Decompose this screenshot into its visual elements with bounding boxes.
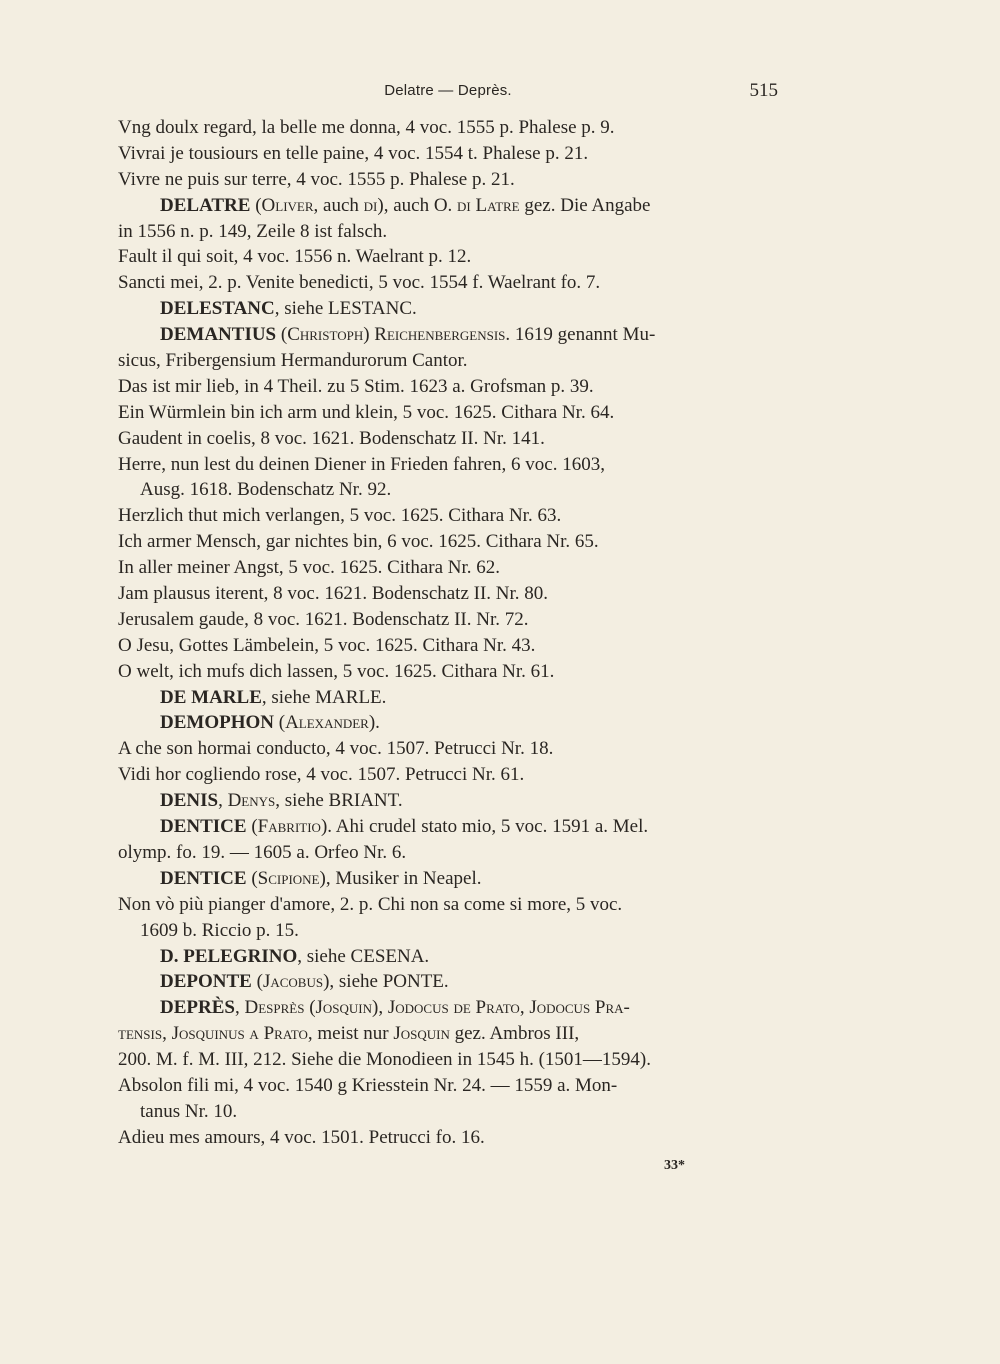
- line-text: (: [251, 971, 263, 993]
- line-text: , siehe LESTANC.: [274, 298, 417, 320]
- line-text: Fault il qui soit, 4 voc. 1556 n. Waelrant p. 12.: [118, 246, 472, 268]
- line-text: ), auch O.: [377, 194, 458, 216]
- text-line: [118, 1125, 778, 1151]
- line-text: O welt, ich mufs dich lassen, 5 voc. 1625. Cithara Nr. 61.: [118, 660, 555, 682]
- line-text: ).: [368, 712, 380, 734]
- small-caps-text: Desprès: [244, 997, 305, 1019]
- text-line: [118, 633, 778, 659]
- small-caps-text: Josquinus a Prato: [171, 1023, 308, 1045]
- entry-name: DELATRE: [160, 194, 251, 216]
- small-caps-text: Alexander: [285, 712, 369, 734]
- line-text: (: [274, 712, 286, 734]
- text-line: [118, 659, 778, 685]
- text-line: [118, 115, 778, 141]
- entry-name: D. PELEGRINO: [160, 945, 298, 967]
- text-line: [118, 555, 778, 581]
- text-line: [118, 969, 778, 995]
- text-line: [118, 477, 778, 503]
- text-line: [118, 788, 778, 814]
- line-text: Vivrai je tousiours en telle paine, 4 voc. 1554 t. Phalese p. 21.: [118, 142, 589, 164]
- small-caps-text: Denys: [227, 790, 276, 812]
- small-caps-text: Scipione: [257, 867, 320, 889]
- line-text: In aller meiner Angst, 5 voc. 1625. Cithara Nr. 62.: [118, 557, 501, 579]
- book-page: [118, 78, 778, 1151]
- small-caps-text: Josquin: [393, 1023, 450, 1045]
- line-text: sicus, Fribergensium Hermandurorum Cantor.: [118, 350, 468, 372]
- entry-name: DE MARLE: [160, 686, 262, 708]
- small-caps-text: Christoph: [287, 324, 364, 346]
- line-text: Non vò più pianger d'amore, 2. p. Chi non sa come si more, 5 voc.: [118, 893, 623, 915]
- line-text: Herre, nun lest du deinen Diener in Frieden fahren, 6 voc. 1603,: [118, 453, 605, 475]
- line-text: Ausg. 1618. Bodenschatz Nr. 92.: [140, 479, 392, 501]
- line-text: , meist nur: [307, 1023, 394, 1045]
- line-text: Vidi hor cogliendo rose, 4 voc. 1507. Petrucci Nr. 61.: [118, 764, 525, 786]
- line-text: ,: [218, 790, 228, 812]
- entry-name: DEPRÈS: [160, 997, 235, 1019]
- line-text: , auch: [313, 194, 364, 216]
- text-line: [118, 452, 778, 478]
- line-text: ,: [234, 997, 245, 1019]
- small-caps-text: tensis: [118, 1023, 163, 1045]
- entry-name: DEMANTIUS: [160, 324, 277, 346]
- entry-name: DEMOPHON: [160, 712, 274, 734]
- text-line: [118, 529, 778, 555]
- page-number: 515: [749, 80, 778, 101]
- line-text: gez. Die Angabe: [519, 194, 651, 216]
- line-text: Vng doulx regard, la belle me donna, 4 voc. 1555 p. Phalese p. 9.: [118, 117, 615, 138]
- text-line: [118, 219, 778, 245]
- small-caps-text: Reichenbergensis: [374, 324, 506, 346]
- text-line: [118, 710, 778, 736]
- line-text: olymp. fo. 19. — 1605 a. Orfeo Nr. 6.: [118, 841, 407, 863]
- small-caps-text: Jodocus de Prato: [387, 997, 520, 1019]
- running-header: [118, 78, 778, 108]
- line-text: ): [363, 324, 375, 346]
- text-line: [118, 400, 778, 426]
- entry-name: DENIS: [160, 790, 219, 812]
- small-caps-text: di Latre: [457, 194, 520, 216]
- printer-signature: 33*: [664, 1158, 685, 1173]
- line-text: . 1619 genannt Mu-: [505, 324, 656, 346]
- text-line: [118, 270, 778, 296]
- page-body: [118, 115, 778, 1151]
- text-line: [118, 581, 778, 607]
- line-text: Das ist mir lieb, in 4 Theil. zu 5 Stim. 1623 a. Grofsman p. 39.: [118, 375, 594, 397]
- line-text: Jam plausus iterent, 8 voc. 1621. Bodenschatz II. Nr. 80.: [118, 583, 549, 605]
- small-caps-text: Fabritio: [257, 816, 321, 838]
- line-text: tanus Nr. 10.: [140, 1100, 238, 1122]
- entry-name: DELESTANC: [160, 298, 275, 320]
- line-text: Herzlich thut mich verlangen, 5 voc. 1625. Cithara Nr. 63.: [118, 505, 562, 527]
- line-text: ,: [162, 1023, 172, 1045]
- line-text: (: [304, 997, 316, 1019]
- line-text: , siehe BRIANT.: [275, 790, 403, 812]
- line-text: , siehe MARLE.: [261, 686, 387, 708]
- line-text: O Jesu, Gottes Lämbelein, 5 voc. 1625. Cithara Nr. 43.: [118, 634, 536, 656]
- text-line: [118, 503, 778, 529]
- text-line: [118, 866, 778, 892]
- line-text: A che son hormai conducto, 4 voc. 1507. Petrucci Nr. 18.: [118, 738, 554, 760]
- line-text: , siehe CESENA.: [297, 945, 430, 967]
- line-text: Jerusalem gaude, 8 voc. 1621. Bodenschatz II. Nr. 72.: [118, 608, 529, 630]
- text-line: [118, 1073, 778, 1099]
- text-line: [118, 296, 778, 322]
- line-text: Gaudent in coelis, 8 voc. 1621. Bodenschatz II. Nr. 141.: [118, 427, 545, 449]
- text-line: [118, 762, 778, 788]
- text-line: [118, 426, 778, 452]
- text-line: [118, 1099, 778, 1125]
- text-line: [118, 1021, 778, 1047]
- entry-name: DENTICE: [160, 867, 247, 889]
- entry-name: DEPONTE: [160, 971, 252, 993]
- line-text: ), Musiker in Neapel.: [319, 867, 482, 889]
- text-line: [118, 840, 778, 866]
- line-text: ),: [372, 997, 388, 1019]
- line-text: 1609 b. Riccio p. 15.: [140, 919, 299, 941]
- text-line: [118, 244, 778, 270]
- line-text: Adieu mes amours, 4 voc. 1501. Petrucci fo. 16.: [118, 1126, 485, 1148]
- text-line: [118, 193, 778, 219]
- text-line: [118, 348, 778, 374]
- text-line: [118, 918, 778, 944]
- line-text: ), siehe PONTE.: [323, 971, 449, 993]
- line-text: ,: [519, 997, 530, 1019]
- line-text: ). Ahi crudel stato mio, 5 voc. 1591 a. Mel.: [320, 816, 649, 838]
- line-text: (: [246, 867, 258, 889]
- text-line: [118, 995, 778, 1021]
- text-line: [118, 685, 778, 711]
- small-caps-text: Jodocus Pra-: [529, 997, 630, 1019]
- line-text: 200. M. f. M. III, 212. Siehe die Monodieen in 1545 h. (1501—1594).: [118, 1049, 651, 1071]
- text-line: [118, 892, 778, 918]
- line-text: gez. Ambros III,: [449, 1023, 580, 1045]
- line-text: (: [250, 194, 262, 216]
- small-caps-text: Oliver: [261, 194, 314, 216]
- text-line: [118, 1047, 778, 1073]
- line-text: Ich armer Mensch, gar nichtes bin, 6 voc. 1625. Cithara Nr. 65.: [118, 531, 599, 553]
- small-caps-text: Josquin: [315, 997, 373, 1019]
- line-text: Ein Würmlein bin ich arm und klein, 5 voc. 1625. Cithara Nr. 64.: [118, 401, 615, 423]
- text-line: [118, 736, 778, 762]
- line-text: (: [246, 816, 258, 838]
- line-text: Sancti mei, 2. p. Venite benedicti, 5 voc. 1554 f. Waelrant fo. 7.: [118, 272, 601, 294]
- text-line: [118, 814, 778, 840]
- line-text: Vivre ne puis sur terre, 4 voc. 1555 p. Phalese p. 21.: [118, 168, 515, 190]
- line-text: Absolon fili mi, 4 voc. 1540 g Kriesstein Nr. 24. — 1559 a. Mon-: [118, 1074, 618, 1096]
- text-line: [118, 607, 778, 633]
- running-title: Delatre — Deprès.: [384, 82, 512, 99]
- line-text: in 1556 n. p. 149, Zeile 8 ist falsch.: [118, 220, 388, 242]
- text-line: [118, 944, 778, 970]
- small-caps-text: di: [363, 194, 378, 216]
- text-line: [118, 141, 778, 167]
- line-text: (: [276, 324, 288, 346]
- small-caps-text: Jacobus: [262, 971, 324, 993]
- text-line: [118, 374, 778, 400]
- text-line: [118, 322, 778, 348]
- text-line: [118, 167, 778, 193]
- entry-name: DENTICE: [160, 816, 247, 838]
